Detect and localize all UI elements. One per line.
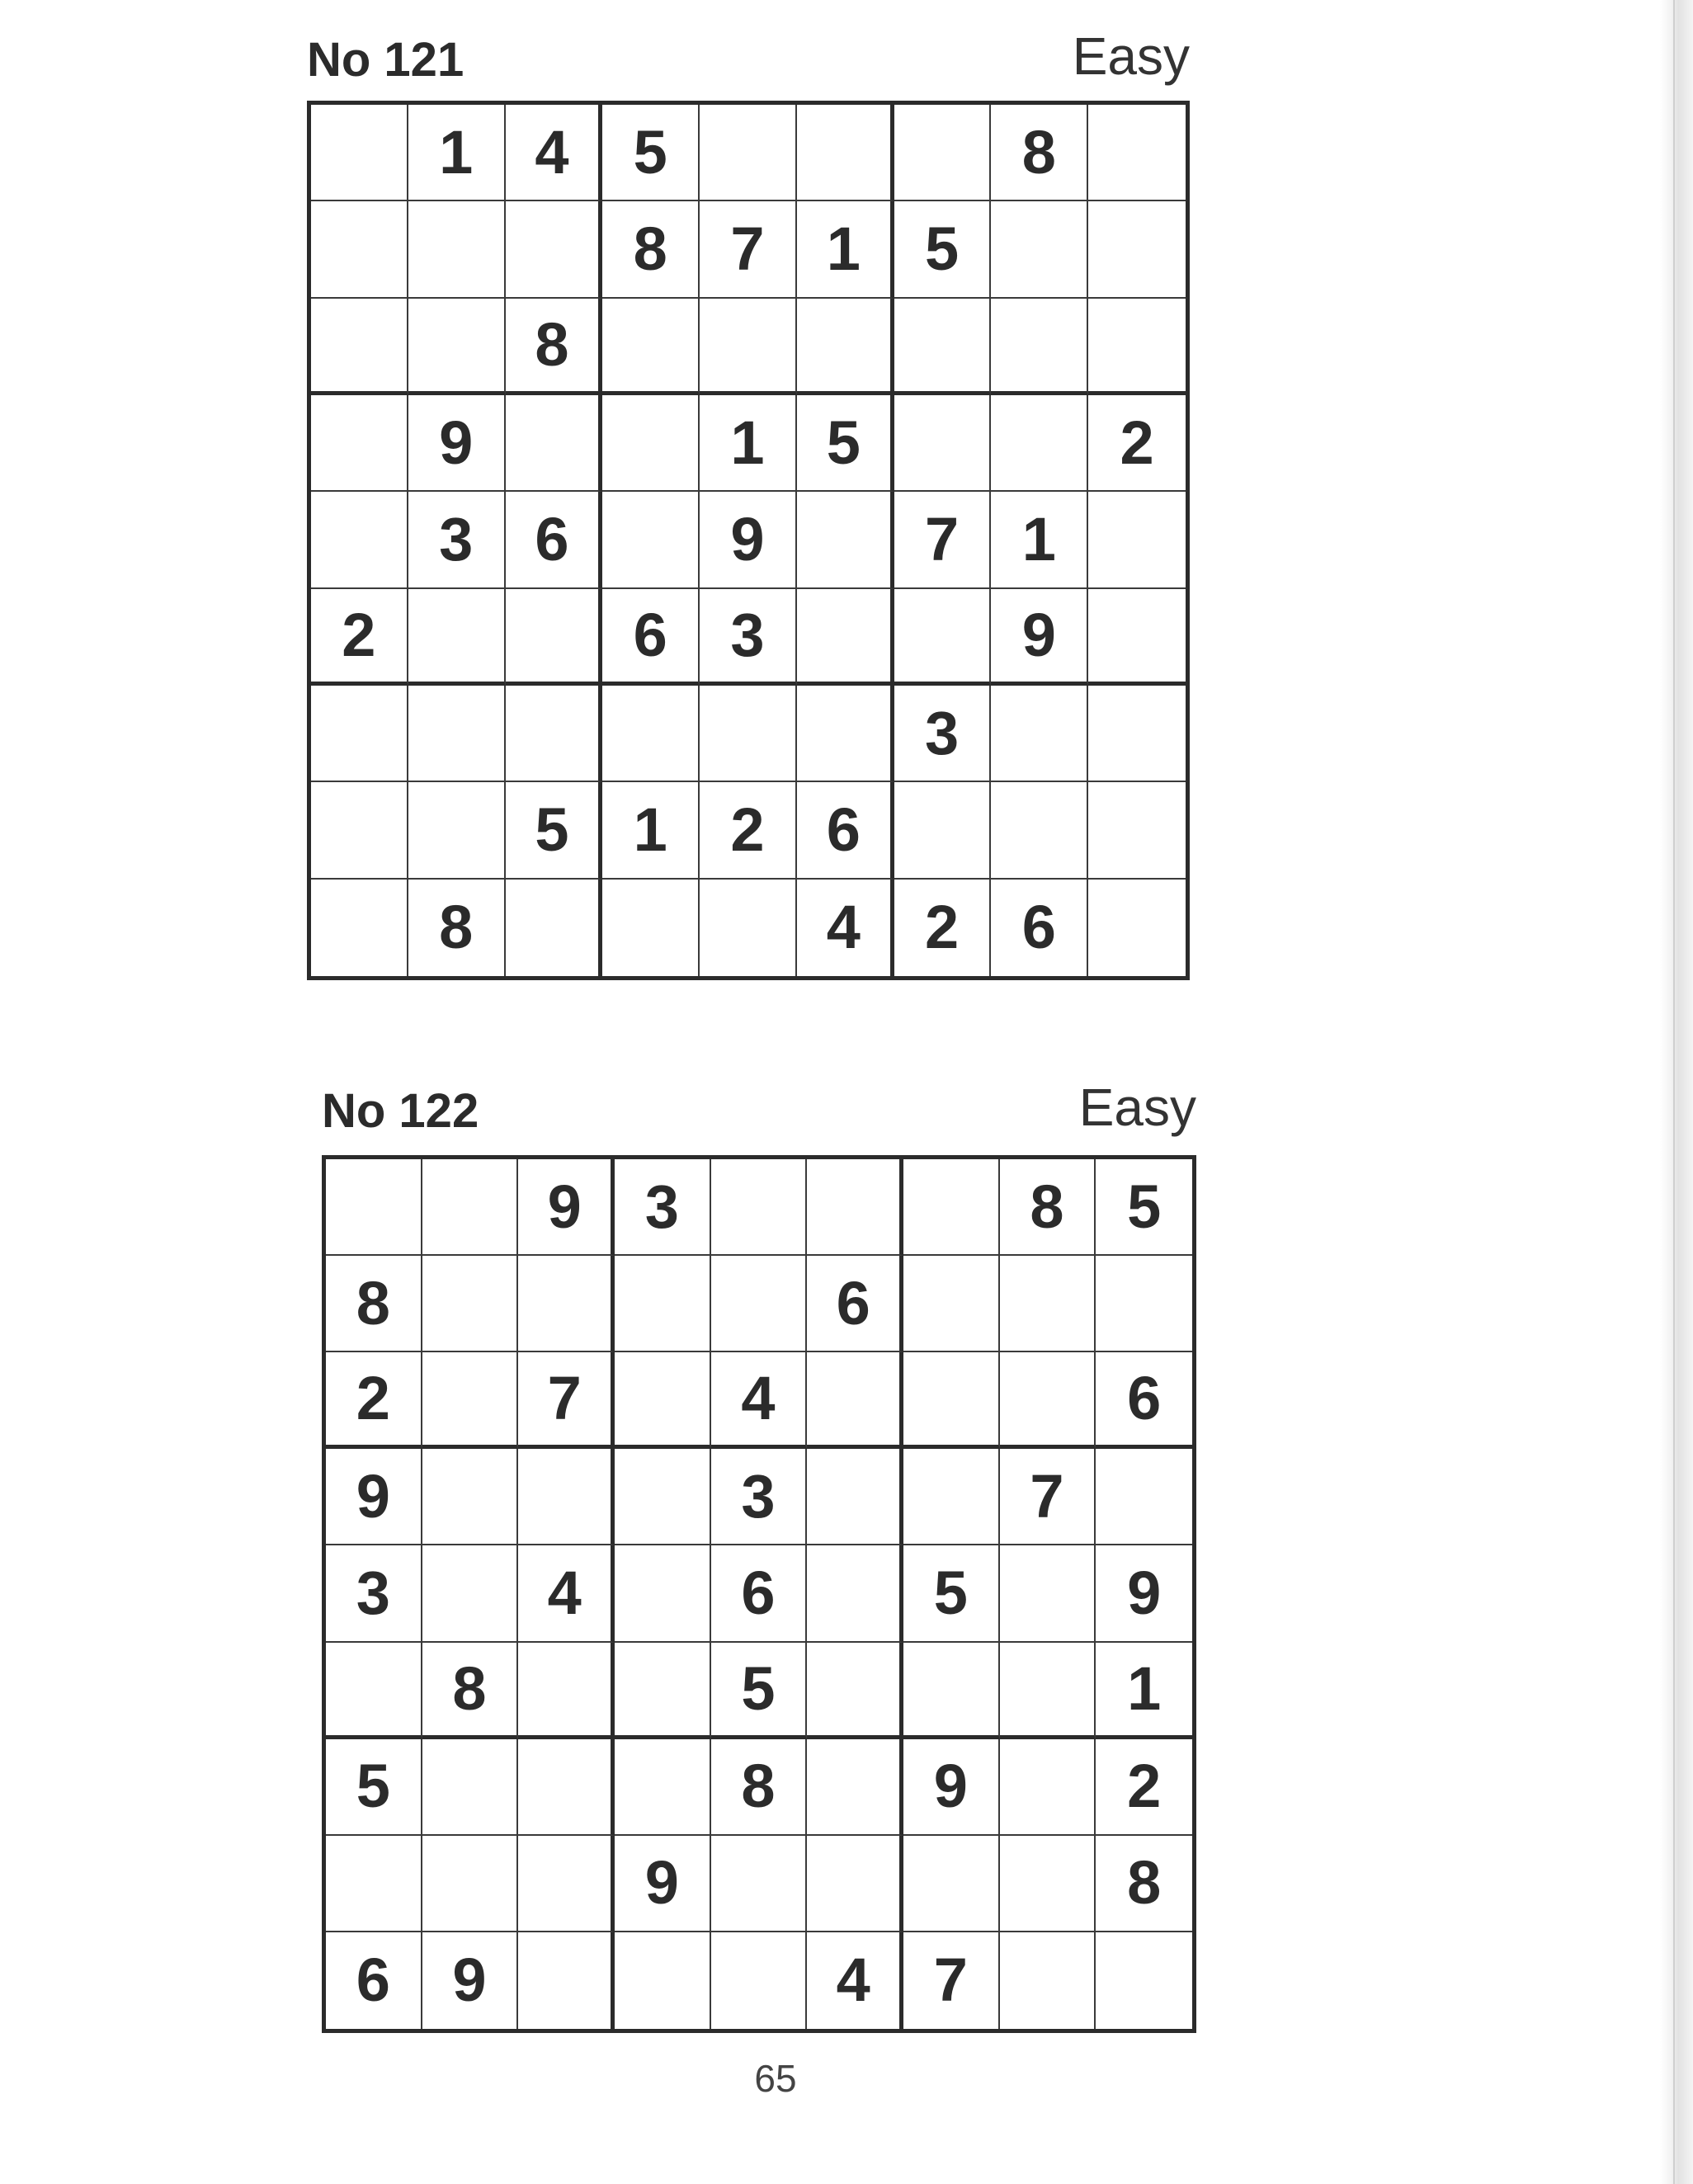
- sudoku-cell-r1-c1: [326, 1159, 422, 1256]
- sudoku-grid: [322, 1155, 1196, 2033]
- sudoku-cell-r3-c2: [408, 299, 506, 395]
- sudoku-cell-r6-c5: 3: [700, 589, 797, 686]
- sudoku-cell-r8-c5: [711, 1836, 808, 1932]
- sudoku-cell-r8-c1: [326, 1836, 422, 1932]
- sudoku-cell-r8-c7: [903, 1836, 1000, 1932]
- sudoku-cell-r6-c9: 1: [1096, 1643, 1192, 1739]
- sudoku-cell-r5-c8: [1000, 1545, 1096, 1642]
- sudoku-cell-r3-c9: [1088, 299, 1186, 395]
- sudoku-cell-r7-c5: 8: [711, 1739, 808, 1836]
- sudoku-cell-r4-c5: 3: [711, 1449, 808, 1545]
- sudoku-cell-r8-c6: 6: [797, 782, 894, 879]
- puzzle-difficulty: Easy: [1078, 1078, 1196, 1137]
- sudoku-cell-r4-c4: [615, 1449, 711, 1545]
- sudoku-cell-r9-c6: 4: [807, 1932, 903, 2029]
- sudoku-cell-r7-c2: [408, 686, 506, 782]
- puzzle-difficulty: Easy: [1072, 26, 1190, 86]
- sudoku-cell-r4-c1: [311, 395, 408, 492]
- sudoku-cell-r5-c8: 1: [991, 492, 1088, 588]
- sudoku-cell-r9-c9: [1096, 1932, 1192, 2029]
- sudoku-cell-r5-c9: 9: [1096, 1545, 1192, 1642]
- sudoku-cell-r9-c8: 6: [991, 880, 1088, 976]
- sudoku-cell-r9-c4: [615, 1932, 711, 2029]
- sudoku-cell-r6-c3: [518, 1643, 615, 1739]
- sudoku-cell-r4-c8: 7: [1000, 1449, 1096, 1545]
- sudoku-cell-r6-c8: [1000, 1643, 1096, 1739]
- sudoku-cell-r6-c3: [506, 589, 603, 686]
- sudoku-cell-r5-c7: 7: [894, 492, 992, 588]
- sudoku-cell-r3-c6: [797, 299, 894, 395]
- sudoku-puzzle-122: [322, 1078, 1196, 2033]
- sudoku-cell-r9-c4: [602, 880, 700, 976]
- sudoku-cell-r7-c9: 2: [1096, 1739, 1192, 1836]
- sudoku-cell-r7-c3: [506, 686, 603, 782]
- sudoku-puzzle-121: [307, 26, 1190, 980]
- sudoku-cell-r6-c1: [326, 1643, 422, 1739]
- sudoku-cell-r6-c7: [894, 589, 992, 686]
- puzzle-number: No 121: [307, 33, 465, 87]
- sudoku-cell-r2-c1: [311, 201, 408, 298]
- sudoku-cell-r1-c6: [797, 105, 894, 201]
- sudoku-cell-r6-c9: [1088, 589, 1186, 686]
- sudoku-cell-r5-c3: 4: [518, 1545, 615, 1642]
- sudoku-cell-r1-c7: [903, 1159, 1000, 1256]
- sudoku-cell-r1-c4: 5: [602, 105, 700, 201]
- sudoku-cell-r5-c6: [797, 492, 894, 588]
- sudoku-cell-r7-c8: [991, 686, 1088, 782]
- sudoku-cell-r1-c2: [422, 1159, 519, 1256]
- sudoku-cell-r9-c8: [1000, 1932, 1096, 2029]
- sudoku-cell-r3-c2: [422, 1352, 519, 1449]
- sudoku-cell-r7-c8: [1000, 1739, 1096, 1836]
- sudoku-grid: [307, 101, 1190, 980]
- sudoku-cell-r6-c1: 2: [311, 589, 408, 686]
- sudoku-cell-r9-c9: [1088, 880, 1186, 976]
- sudoku-cell-r9-c7: 2: [894, 880, 992, 976]
- sudoku-cell-r9-c1: [311, 880, 408, 976]
- sudoku-cell-r4-c2: [422, 1449, 519, 1545]
- sudoku-cell-r9-c7: 7: [903, 1932, 1000, 2029]
- sudoku-cell-r9-c2: 9: [422, 1932, 519, 2029]
- sudoku-cell-r3-c4: [602, 299, 700, 395]
- sudoku-cell-r8-c8: [991, 782, 1088, 879]
- sudoku-cell-r7-c1: [311, 686, 408, 782]
- sudoku-cell-r7-c4: [615, 1739, 711, 1836]
- sudoku-cell-r2-c6: 6: [807, 1256, 903, 1352]
- sudoku-cell-r8-c9: [1088, 782, 1186, 879]
- sudoku-cell-r2-c8: [991, 201, 1088, 298]
- sudoku-cell-r3-c9: 6: [1096, 1352, 1192, 1449]
- sudoku-cell-r5-c1: [311, 492, 408, 588]
- sudoku-cell-r5-c6: [807, 1545, 903, 1642]
- sudoku-cell-r1-c6: [807, 1159, 903, 1256]
- sudoku-cell-r5-c9: [1088, 492, 1186, 588]
- sudoku-cell-r2-c9: [1088, 201, 1186, 298]
- sudoku-cell-r2-c4: 8: [602, 201, 700, 298]
- sudoku-cell-r3-c3: 7: [518, 1352, 615, 1449]
- sudoku-cell-r7-c9: [1088, 686, 1186, 782]
- sudoku-cell-r7-c4: [602, 686, 700, 782]
- sudoku-cell-r3-c4: [615, 1352, 711, 1449]
- sudoku-cell-r1-c9: [1088, 105, 1186, 201]
- sudoku-cell-r8-c5: 2: [700, 782, 797, 879]
- sudoku-cell-r6-c2: [408, 589, 506, 686]
- sudoku-cell-r3-c5: 4: [711, 1352, 808, 1449]
- page-edge: [1660, 0, 1693, 2184]
- sudoku-cell-r4-c9: [1096, 1449, 1192, 1545]
- sudoku-cell-r8-c1: [311, 782, 408, 879]
- sudoku-cell-r2-c2: [422, 1256, 519, 1352]
- sudoku-cell-r7-c7: 9: [903, 1739, 1000, 1836]
- sudoku-cell-r8-c3: 5: [506, 782, 603, 879]
- sudoku-cell-r3-c8: [1000, 1352, 1096, 1449]
- page-number: 65: [754, 2057, 797, 2100]
- sudoku-cell-r2-c3: [506, 201, 603, 298]
- sudoku-cell-r6-c2: 8: [422, 1643, 519, 1739]
- sudoku-cell-r7-c6: [797, 686, 894, 782]
- sudoku-cell-r4-c8: [991, 395, 1088, 492]
- sudoku-cell-r6-c8: 9: [991, 589, 1088, 686]
- sudoku-cell-r5-c5: 6: [711, 1545, 808, 1642]
- sudoku-cell-r1-c7: [894, 105, 992, 201]
- sudoku-cell-r8-c2: [422, 1836, 519, 1932]
- sudoku-cell-r8-c9: 8: [1096, 1836, 1192, 1932]
- sudoku-cell-r2-c5: [711, 1256, 808, 1352]
- sudoku-cell-r7-c5: [700, 686, 797, 782]
- sudoku-cell-r1-c4: 3: [615, 1159, 711, 1256]
- sudoku-cell-r4-c3: [518, 1449, 615, 1545]
- sudoku-cell-r1-c3: 9: [518, 1159, 615, 1256]
- sudoku-cell-r2-c1: 8: [326, 1256, 422, 1352]
- sudoku-cell-r2-c9: [1096, 1256, 1192, 1352]
- sudoku-cell-r7-c3: [518, 1739, 615, 1836]
- sudoku-cell-r4-c4: [602, 395, 700, 492]
- sudoku-cell-r6-c4: 6: [602, 589, 700, 686]
- sudoku-cell-r4-c2: 9: [408, 395, 506, 492]
- sudoku-cell-r3-c8: [991, 299, 1088, 395]
- sudoku-cell-r6-c7: [903, 1643, 1000, 1739]
- sudoku-cell-r3-c6: [807, 1352, 903, 1449]
- sudoku-cell-r4-c6: [807, 1449, 903, 1545]
- sudoku-cell-r9-c2: 8: [408, 880, 506, 976]
- sudoku-cell-r5-c5: 9: [700, 492, 797, 588]
- sudoku-cell-r1-c2: 1: [408, 105, 506, 201]
- sudoku-cell-r8-c4: 1: [602, 782, 700, 879]
- sudoku-cell-r7-c2: [422, 1739, 519, 1836]
- sudoku-cell-r9-c3: [518, 1932, 615, 2029]
- sudoku-cell-r2-c3: [518, 1256, 615, 1352]
- sudoku-cell-r1-c8: 8: [991, 105, 1088, 201]
- sudoku-cell-r5-c4: [602, 492, 700, 588]
- sudoku-cell-r1-c3: 4: [506, 105, 603, 201]
- sudoku-cell-r3-c7: [894, 299, 992, 395]
- sudoku-cell-r8-c3: [518, 1836, 615, 1932]
- sudoku-cell-r6-c4: [615, 1643, 711, 1739]
- sudoku-cell-r1-c5: [711, 1159, 808, 1256]
- sudoku-cell-r8-c4: 9: [615, 1836, 711, 1932]
- sudoku-cell-r2-c4: [615, 1256, 711, 1352]
- sudoku-cell-r1-c8: 8: [1000, 1159, 1096, 1256]
- sudoku-cell-r5-c4: [615, 1545, 711, 1642]
- sudoku-cell-r8-c2: [408, 782, 506, 879]
- sudoku-cell-r9-c6: 4: [797, 880, 894, 976]
- sudoku-cell-r4-c6: 5: [797, 395, 894, 492]
- sudoku-cell-r4-c1: 9: [326, 1449, 422, 1545]
- sudoku-cell-r2-c2: [408, 201, 506, 298]
- sudoku-cell-r2-c8: [1000, 1256, 1096, 1352]
- sudoku-cell-r4-c5: 1: [700, 395, 797, 492]
- sudoku-cell-r5-c7: 5: [903, 1545, 1000, 1642]
- sudoku-cell-r9-c5: [700, 880, 797, 976]
- sudoku-cell-r8-c7: [894, 782, 992, 879]
- sudoku-cell-r3-c5: [700, 299, 797, 395]
- sudoku-cell-r4-c9: 2: [1088, 395, 1186, 492]
- sudoku-cell-r7-c1: 5: [326, 1739, 422, 1836]
- puzzle-number: No 122: [322, 1084, 479, 1138]
- sudoku-cell-r4-c7: [894, 395, 992, 492]
- sudoku-cell-r2-c7: [903, 1256, 1000, 1352]
- sudoku-cell-r8-c6: [807, 1836, 903, 1932]
- sudoku-cell-r9-c5: [711, 1932, 808, 2029]
- sudoku-cell-r1-c9: 5: [1096, 1159, 1192, 1256]
- sudoku-cell-r2-c5: 7: [700, 201, 797, 298]
- sudoku-cell-r1-c5: [700, 105, 797, 201]
- sudoku-cell-r3-c1: [311, 299, 408, 395]
- sudoku-cell-r6-c5: 5: [711, 1643, 808, 1739]
- sudoku-cell-r2-c6: 1: [797, 201, 894, 298]
- sudoku-cell-r2-c7: 5: [894, 201, 992, 298]
- sudoku-cell-r4-c3: [506, 395, 603, 492]
- sudoku-cell-r3-c7: [903, 1352, 1000, 1449]
- sudoku-cell-r6-c6: [807, 1643, 903, 1739]
- sudoku-cell-r9-c1: 6: [326, 1932, 422, 2029]
- sudoku-cell-r7-c7: 3: [894, 686, 992, 782]
- sudoku-cell-r6-c6: [797, 589, 894, 686]
- sudoku-cell-r4-c7: [903, 1449, 1000, 1545]
- sudoku-cell-r8-c8: [1000, 1836, 1096, 1932]
- sudoku-cell-r3-c1: 2: [326, 1352, 422, 1449]
- sudoku-cell-r3-c3: 8: [506, 299, 603, 395]
- sudoku-cell-r5-c1: 3: [326, 1545, 422, 1642]
- sudoku-cell-r1-c1: [311, 105, 408, 201]
- sudoku-cell-r5-c2: 3: [408, 492, 506, 588]
- sudoku-cell-r5-c3: 6: [506, 492, 603, 588]
- sudoku-cell-r7-c6: [807, 1739, 903, 1836]
- sudoku-cell-r5-c2: [422, 1545, 519, 1642]
- sudoku-cell-r9-c3: [506, 880, 603, 976]
